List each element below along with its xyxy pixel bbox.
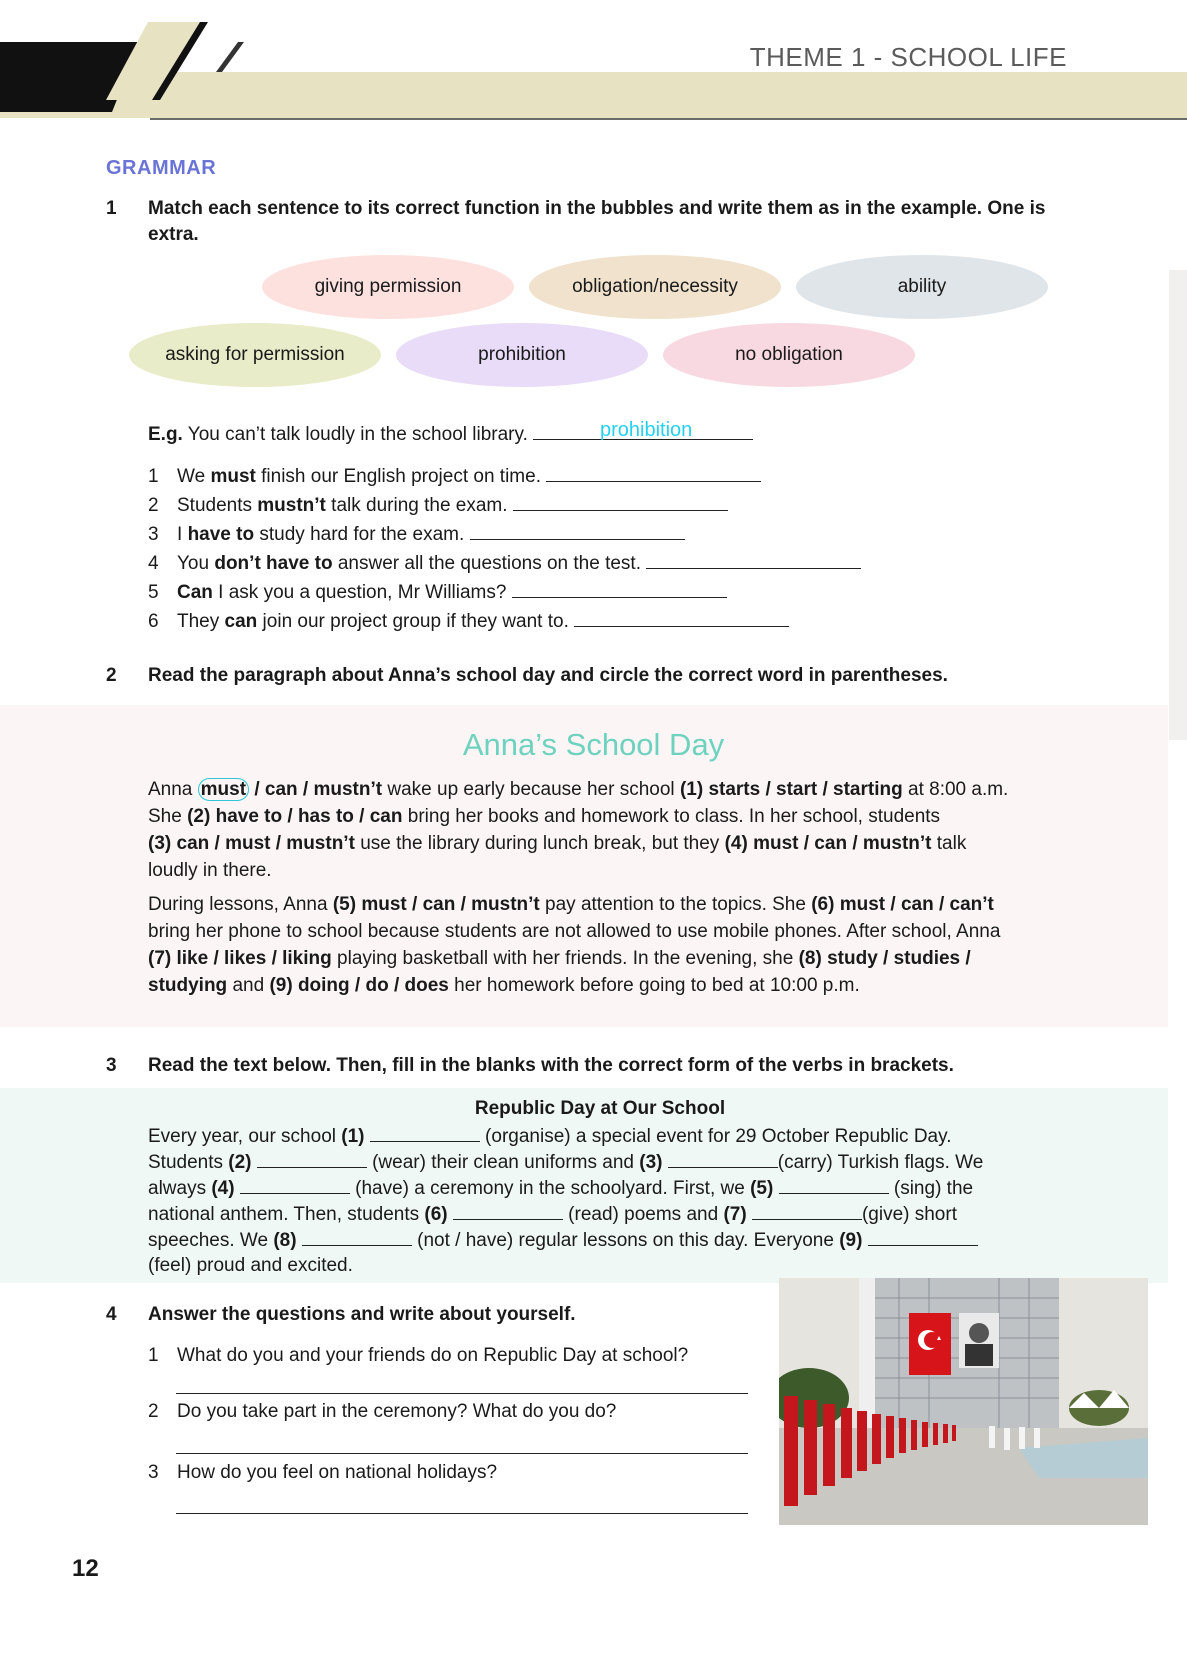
answer-blank[interactable] [546, 462, 761, 482]
bubble-prohibition: prohibition [396, 323, 648, 387]
republic-text: Every year, our school (1) (organise) a special event for 29 October Republic Day. Students (2) (wear) their clean uniforms and (3) (carry) Turkish flags. We always (4) (have) a ceremony in the schoolyard. First, we (5) (sing) the national anthem. Then, students (6) (read) poems and (7) (give) short speeches. We (8) (not / have) regular lessons on this day. Everyone (9) (feel) proud and excited. [148, 1123, 1058, 1278]
verb-blank[interactable] [370, 1123, 480, 1142]
q1-instruction: Match each sentence to its correct function in the bubbles and write them as in the example. One is extra. [148, 198, 1046, 245]
q4-question: 2 Do you take part in the ceremony? What do you do? [148, 1401, 617, 1422]
answer-line[interactable] [176, 1512, 748, 1514]
q2-number: 2 [106, 665, 117, 686]
q1-item: 2 Students mustn’t talk during the exam. [148, 491, 728, 519]
bubble-ability: ability [796, 255, 1048, 319]
q3-instruction: Read the text below. Then, fill in the blanks with the correct form of the verbs in brackets. [148, 1055, 954, 1076]
q4-question: 1 What do you and your friends do on Republic Day at school? [148, 1345, 689, 1366]
verb-blank[interactable] [668, 1149, 778, 1168]
q2-instruction: Read the paragraph about Anna’s school day and circle the correct word in parentheses. [148, 665, 948, 686]
q1-example: E.g. You can’t talk loudly in the school library. [148, 420, 753, 448]
anna-paragraph-1: Anna must / can / mustn’t wake up early because her school (1) starts / start / starting at 8:00 a.m. She (2) have to / has to / can bring her books and homework to class. In her school, students (3) can / must / mustn’t use the library during lunch break, but they (4) must / can / mustn’t talk loudly in there. [148, 779, 1009, 881]
circled-answer: must [198, 778, 249, 801]
q1-item: 5 Can I ask you a question, Mr Williams? [148, 578, 727, 606]
answer-blank[interactable] [513, 491, 728, 511]
verb-blank[interactable] [240, 1175, 350, 1194]
header-decoration [0, 0, 260, 125]
republic-day-photo [779, 1278, 1148, 1525]
answer-blank[interactable] [512, 578, 727, 598]
anna-paragraph-2: During lessons, Anna (5) must / can / mustn’t pay attention to the topics. She (6) must / can / can’t bring her phone to school because students are not allowed to use mobile phones. After school, Anna (7) like / likes / liking playing basketball with her friends. In the evening, she (8) study / studies / studying and (9) doing / do / does her homework before going to bed at 10:00 p.m. [148, 894, 1001, 996]
section-title: GRAMMAR [106, 157, 217, 179]
example-answer: prohibition [600, 419, 693, 441]
q1-item: 1 We must finish our English project on time. [148, 462, 761, 490]
q1-item: 3 I have to study hard for the exam. [148, 520, 685, 548]
q1-item: 4 You don’t have to answer all the questions on the test. [148, 549, 861, 577]
q4-instruction: Answer the questions and write about yourself. [148, 1304, 576, 1325]
q1-number: 1 [106, 198, 117, 219]
q4-question: 3 How do you feel on national holidays? [148, 1462, 498, 1483]
q4-number: 4 [106, 1304, 117, 1325]
verb-blank[interactable] [257, 1149, 367, 1168]
theme-title: THEME 1 - SCHOOL LIFE [749, 42, 1067, 72]
page-edge-strip [1169, 270, 1187, 740]
answer-blank[interactable] [470, 520, 685, 540]
bubble-obligation: obligation/necessity [529, 255, 781, 319]
q1-item: 6 They can join our project group if they want to. [148, 607, 789, 635]
bubble-giving-permission: giving permission [262, 255, 514, 319]
page-number: 12 [72, 1555, 99, 1582]
answer-blank[interactable] [646, 549, 861, 569]
answer-line[interactable] [176, 1392, 748, 1394]
bubble-asking-permission: asking for permission [129, 323, 381, 387]
verb-blank[interactable] [453, 1201, 563, 1220]
verb-blank[interactable] [752, 1201, 862, 1220]
answer-blank[interactable] [574, 607, 789, 627]
header-rule [150, 118, 1187, 120]
verb-blank[interactable] [302, 1227, 412, 1246]
verb-blank[interactable] [779, 1175, 889, 1194]
verb-blank[interactable] [868, 1227, 978, 1246]
republic-title: Republic Day at Our School [474, 1098, 726, 1119]
anna-title: Anna’s School Day [462, 727, 725, 762]
q3-number: 3 [106, 1055, 117, 1076]
answer-line[interactable] [176, 1452, 748, 1454]
bubble-no-obligation: no obligation [663, 323, 915, 387]
